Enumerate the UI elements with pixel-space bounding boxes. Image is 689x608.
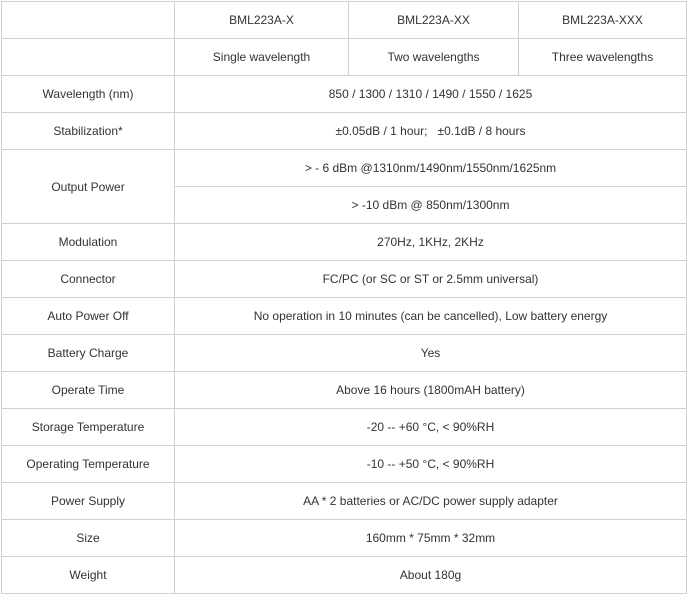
spec-label: Size (2, 520, 175, 557)
spec-value: AA * 2 batteries or AC/DC power supply adapter (175, 483, 687, 520)
model-variant-cell: Two wavelengths (349, 39, 519, 76)
model-variant-cell: Three wavelengths (519, 39, 687, 76)
spec-value: > - 6 dBm @1310nm/1490nm/1550nm/1625nm (175, 150, 687, 187)
spec-row-battery-charge (2, 335, 687, 372)
spec-label: Modulation (2, 224, 175, 261)
spec-label: Storage Temperature (2, 409, 175, 446)
spec-label: Connector (2, 261, 175, 298)
model-name-cell: BML223A-XX (349, 2, 519, 39)
spec-row-auto-power-off (2, 298, 687, 335)
model-name-cell: BML223A-XXX (519, 2, 687, 39)
spec-row-wavelength (2, 76, 687, 113)
spec-label: Stabilization* (2, 113, 175, 150)
spec-value: -10 -- +50 °C, < 90%RH (175, 446, 687, 483)
spec-row-output-power (2, 150, 687, 187)
spec-value: 270Hz, 1KHz, 2KHz (175, 224, 687, 261)
spec-value: FC/PC (or SC or ST or 2.5mm universal) (175, 261, 687, 298)
model-header-row (2, 2, 687, 39)
spec-row-power-supply (2, 483, 687, 520)
spec-row-weight (2, 557, 687, 594)
spec-label: Wavelength (nm) (2, 76, 175, 113)
spec-label: Weight (2, 557, 175, 594)
spec-value: ±0.05dB / 1 hour; ±0.1dB / 8 hours (175, 113, 687, 150)
spec-value: -20 -- +60 °C, < 90%RH (175, 409, 687, 446)
spec-value: 850 / 1300 / 1310 / 1490 / 1550 / 1625 (175, 76, 687, 113)
corner-cell (2, 2, 175, 39)
spec-label: Operate Time (2, 372, 175, 409)
spec-row-storage-temperature (2, 409, 687, 446)
spec-label: Operating Temperature (2, 446, 175, 483)
corner-cell (2, 39, 175, 76)
spec-value: > -10 dBm @ 850nm/1300nm (175, 187, 687, 224)
spec-label: Power Supply (2, 483, 175, 520)
spec-row-operate-time (2, 372, 687, 409)
spec-row-modulation (2, 224, 687, 261)
spec-label: Battery Charge (2, 335, 175, 372)
spec-row-size (2, 520, 687, 557)
spec-value: About 180g (175, 557, 687, 594)
model-name-cell: BML223A-X (175, 2, 349, 39)
spec-row-stabilization (2, 113, 687, 150)
spec-value: Above 16 hours (1800mAH battery) (175, 372, 687, 409)
spec-value: 160mm * 75mm * 32mm (175, 520, 687, 557)
spec-row-connector (2, 261, 687, 298)
spec-value: No operation in 10 minutes (can be cancelled), Low battery energy (175, 298, 687, 335)
spec-table (1, 1, 687, 594)
model-variant-cell: Single wavelength (175, 39, 349, 76)
spec-label: Output Power (2, 150, 175, 224)
variant-header-row (2, 39, 687, 76)
spec-value: Yes (175, 335, 687, 372)
spec-row-operating-temperature (2, 446, 687, 483)
spec-label: Auto Power Off (2, 298, 175, 335)
